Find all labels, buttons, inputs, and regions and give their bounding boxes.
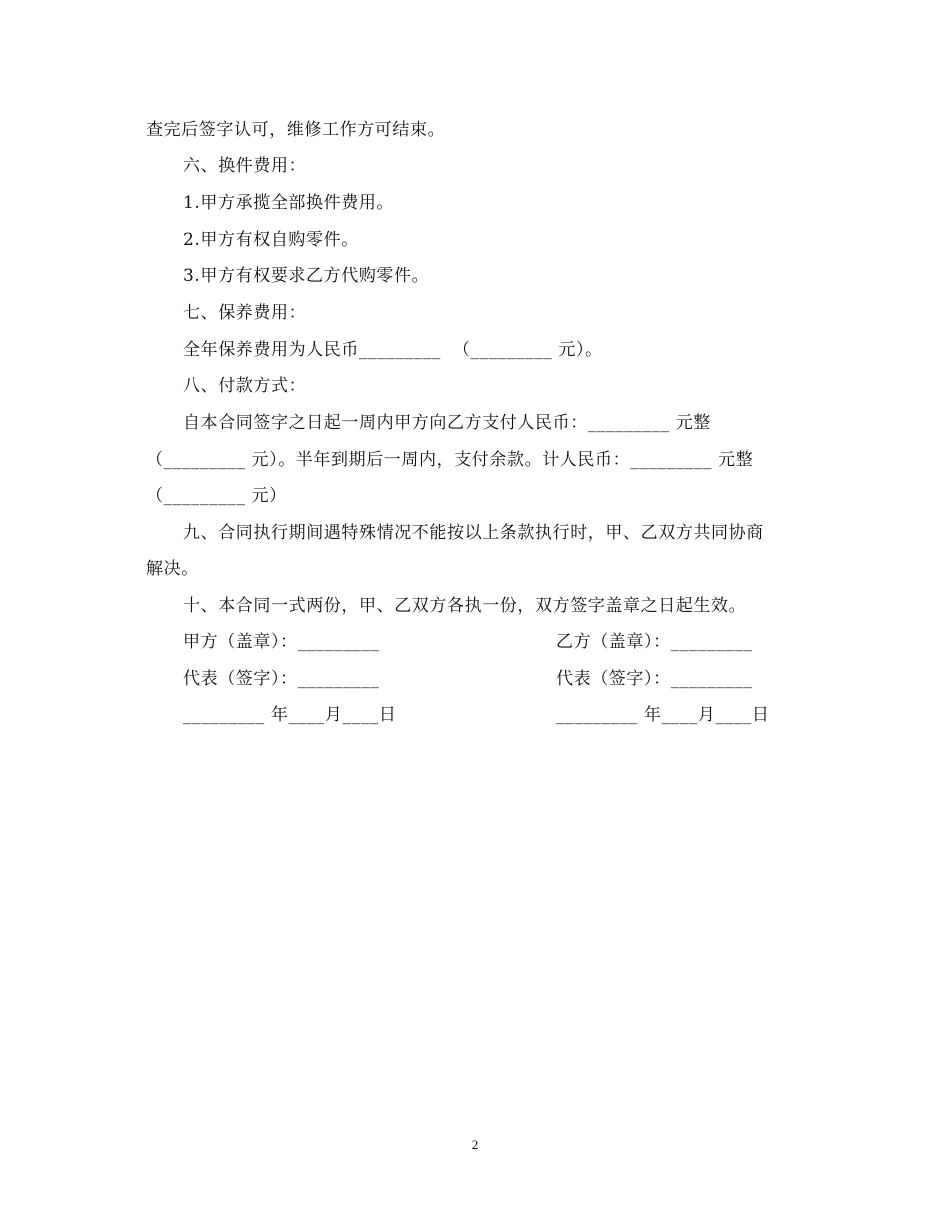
section-heading-6: 六、换件费用：	[183, 156, 307, 176]
text-line: 全年保养费用为人民币_________ （_________ 元）。	[183, 340, 603, 360]
section-heading-9: 九、合同执行期间遇特殊情况不能按以上条款执行时，甲、乙双方共同协商	[183, 523, 764, 543]
text-line: 自本合同签字之日起一周内甲方向乙方支付人民币：_________ 元整	[183, 413, 711, 433]
party-a-date: _________ 年____月____日	[183, 705, 397, 725]
text-line: （_________ 元）	[146, 486, 287, 506]
text-line: 查完后签字认可，维修工作方可结束。	[146, 120, 446, 140]
list-item: 3.甲方有权要求乙方代购零件。	[183, 266, 430, 286]
list-item: 1.甲方承揽全部换件费用。	[183, 193, 395, 213]
page-number: 2	[471, 1137, 479, 1152]
text-line: （_________ 元）。半年到期后一周内，支付余款。计人民币：_________ 元整	[146, 450, 754, 470]
section-heading-10: 十、本合同一式两份，甲、乙双方各执一份，双方签字盖章之日起生效。	[183, 596, 747, 616]
list-item: 2.甲方有权自购零件。	[183, 230, 359, 250]
party-b-date: _________ 年____月____日	[556, 705, 770, 725]
text-line: 解决。	[146, 559, 199, 579]
party-a-representative: 代表（签字）：_________	[183, 669, 380, 689]
party-a-seal: 甲方（盖章）：_________	[183, 632, 380, 652]
party-b-representative: 代表（签字）：_________	[556, 669, 753, 689]
party-b-seal: 乙方（盖章）：_________	[556, 632, 753, 652]
section-heading-8: 八、付款方式：	[183, 376, 307, 396]
section-heading-7: 七、保养费用：	[183, 303, 307, 323]
